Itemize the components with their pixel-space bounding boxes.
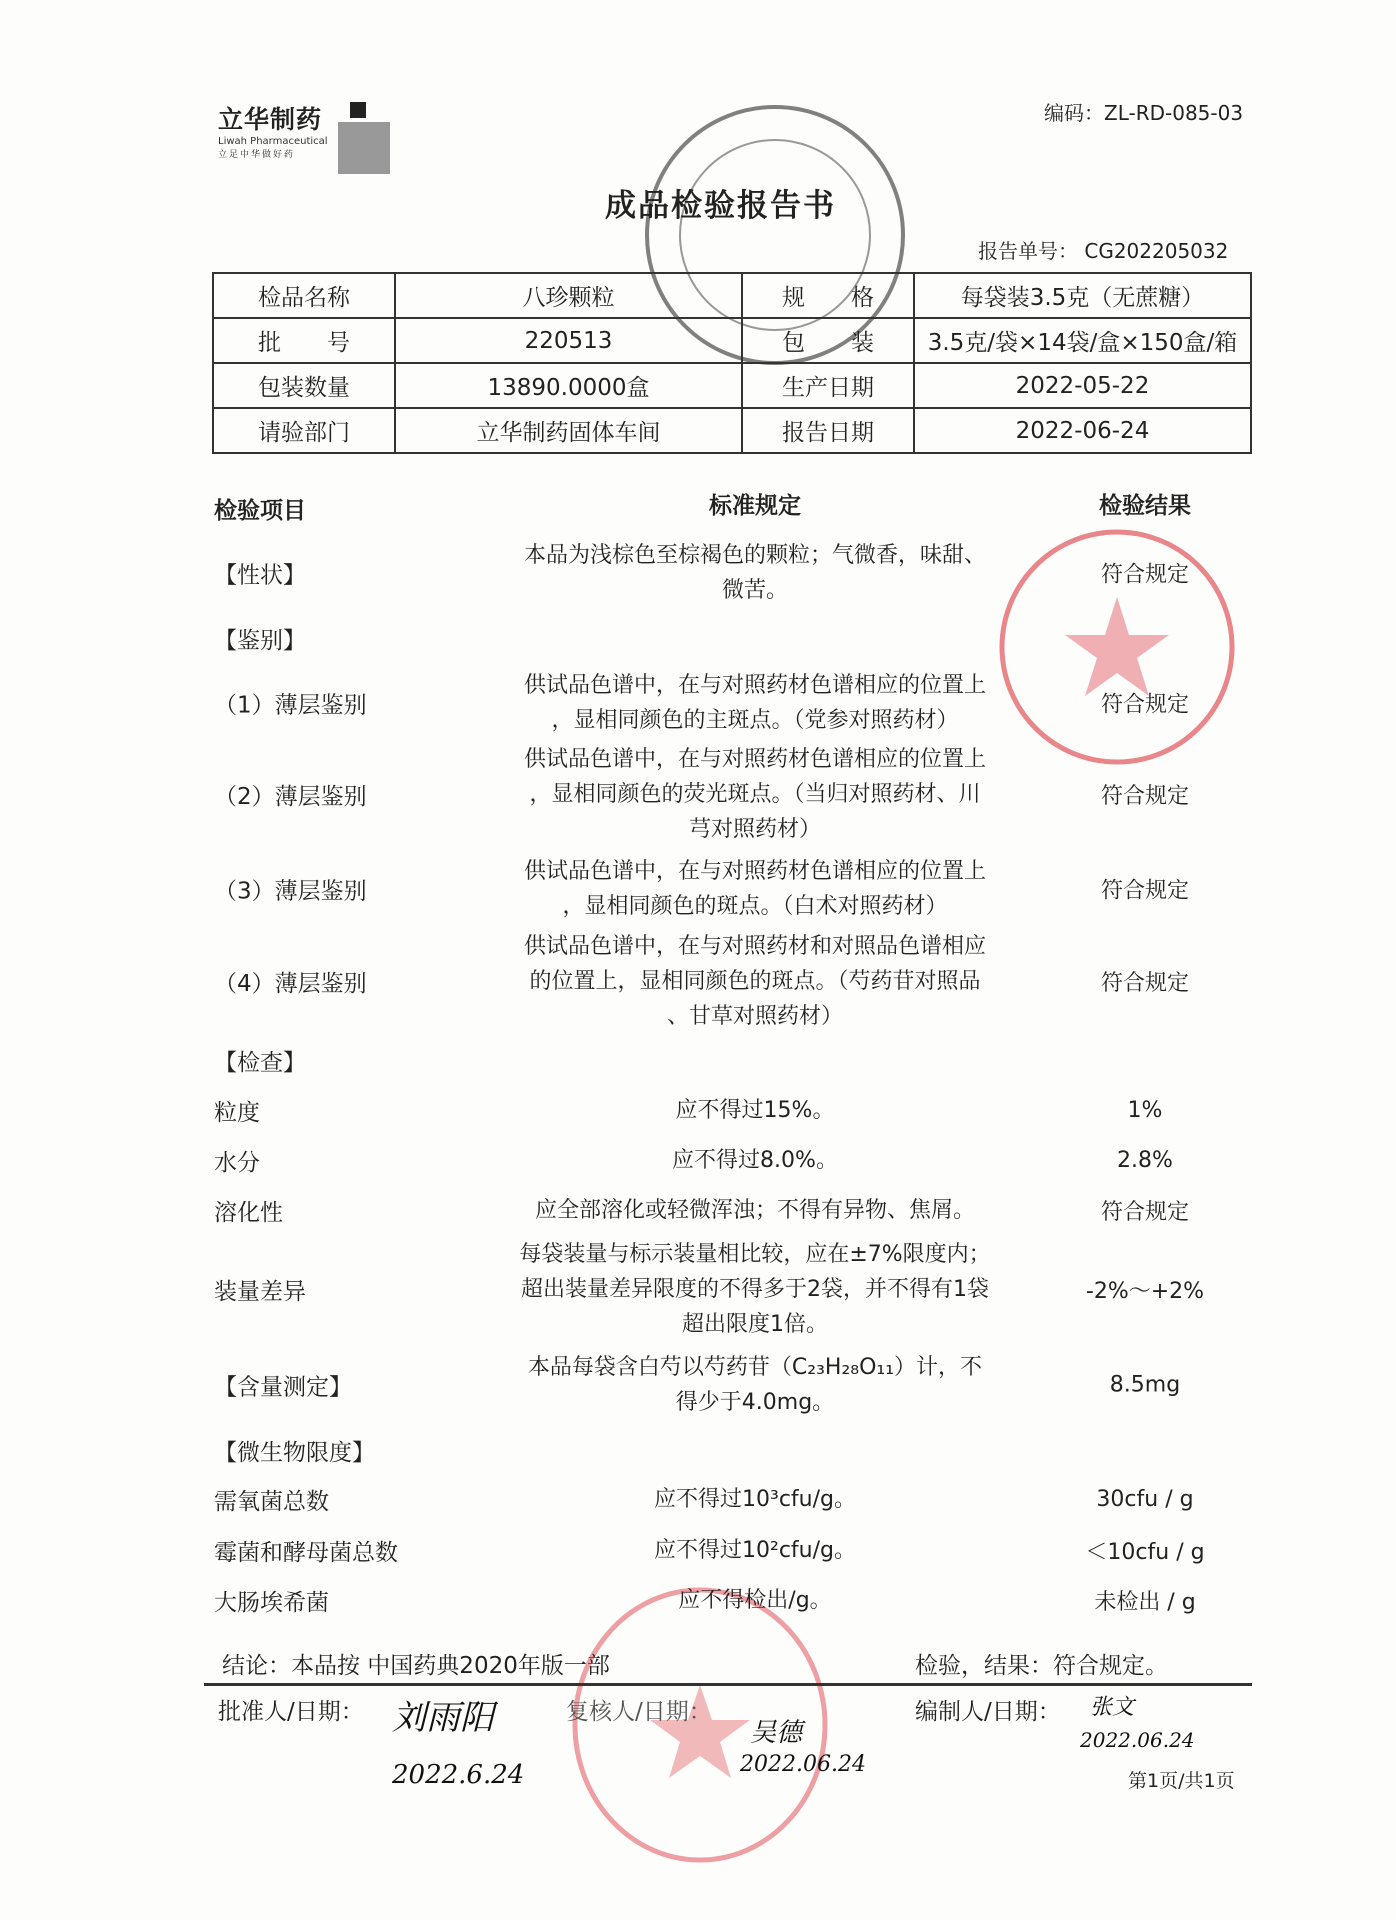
test-item-name: （3）薄层鉴别 bbox=[214, 878, 367, 905]
test-result: 符合规定 bbox=[1100, 878, 1189, 904]
test-item-name: 【检查】 bbox=[214, 1049, 306, 1076]
test-item-name: 需氧菌总数 bbox=[214, 1488, 329, 1515]
standard-line: 应不得过10³cfu/g。 bbox=[654, 1486, 856, 1512]
header-result: 检验结果 bbox=[1099, 493, 1191, 519]
test-result: 符合规定 bbox=[1100, 1199, 1189, 1225]
logo-english: Liwah Pharmaceutical bbox=[218, 136, 328, 147]
test-standard bbox=[470, 538, 1040, 608]
test-item-name: 【含量测定】 bbox=[214, 1374, 352, 1401]
test-item-row bbox=[0, 1193, 1396, 1228]
info-label: 检品名称 bbox=[213, 273, 395, 318]
test-result: 8.5mg bbox=[1109, 1372, 1181, 1398]
standard-line: 应不得检出/g。 bbox=[678, 1587, 832, 1613]
standard-line: 得少于4.0mg。 bbox=[675, 1390, 835, 1415]
standard-line: 本品每袋含白芍以芍药苷（C₂₃H₂₈O₁₁）计，不 bbox=[527, 1355, 983, 1380]
standard-line: ，显相同颜色的主斑点。（党参对照药材） bbox=[551, 708, 959, 733]
test-item-row bbox=[0, 621, 1396, 656]
test-standard bbox=[470, 1237, 1040, 1342]
approver-date: 2022.6.24 bbox=[392, 1760, 525, 1790]
divider bbox=[204, 1683, 1252, 1686]
info-value: 立华制药固体车间 bbox=[395, 408, 742, 453]
conclusion-text: 结论：本品按 中国药典2020年版一部 bbox=[222, 1653, 610, 1679]
test-item-row bbox=[0, 1350, 1396, 1420]
standard-line: 本品为浅棕色至棕褐色的颗粒；气微香，味甜、 bbox=[523, 543, 986, 568]
test-item-name: （4）薄层鉴别 bbox=[214, 970, 367, 997]
test-item-name: 装量差异 bbox=[214, 1278, 306, 1305]
conclusion-result: 检验，结果：符合规定。 bbox=[915, 1653, 1168, 1679]
reviewer-date: 2022.06.24 bbox=[740, 1752, 866, 1777]
test-item-name: 【鉴别】 bbox=[214, 627, 306, 654]
standard-line: 芎对照药材） bbox=[688, 816, 821, 842]
standard-line: 供试品色谱中，在与对照药材和对照品色谱相应 bbox=[523, 933, 986, 959]
standard-line: 超出限度1倍。 bbox=[682, 1311, 828, 1337]
info-label: 规 格 bbox=[742, 273, 914, 318]
test-result: 符合规定 bbox=[1100, 692, 1189, 718]
test-item-name: （2）薄层鉴别 bbox=[214, 783, 367, 810]
standard-line: ，显相同颜色的荧光斑点。（当归对照药材、川 bbox=[529, 781, 981, 807]
test-result: 符合规定 bbox=[1100, 783, 1189, 809]
report-title: 成品检验报告书 bbox=[605, 188, 836, 224]
test-item-row bbox=[0, 742, 1396, 847]
product-info-table bbox=[212, 272, 1252, 454]
test-item-row bbox=[0, 668, 1396, 738]
info-value: 3.5克/袋×14袋/盒×150盒/箱 bbox=[914, 318, 1251, 363]
test-result: -2%～+2% bbox=[1085, 1278, 1205, 1304]
info-value: 220513 bbox=[395, 318, 742, 363]
standard-line: 应不得过10²cfu/g。 bbox=[654, 1537, 856, 1563]
logo-slogan: 立足中华做好药 bbox=[218, 150, 296, 160]
test-item-row bbox=[0, 1043, 1396, 1078]
header-standard: 标准规定 bbox=[709, 493, 801, 519]
info-value: 13890.0000盒 bbox=[395, 363, 742, 408]
info-value: 八珍颗粒 bbox=[395, 273, 742, 318]
standard-line: 每袋装量与标示装量相比较，应在±7%限度内； bbox=[519, 1241, 991, 1267]
test-item-name: （1）薄层鉴别 bbox=[214, 692, 367, 719]
logo-mark-icon bbox=[350, 102, 366, 118]
test-item-name: 霉菌和酵母菌总数 bbox=[214, 1539, 398, 1566]
approver-signature: 刘雨阳 bbox=[392, 1698, 494, 1738]
info-label: 请验部门 bbox=[213, 408, 395, 453]
test-standard bbox=[470, 668, 1040, 738]
test-item-row bbox=[0, 1482, 1396, 1517]
test-standard bbox=[470, 742, 1040, 847]
standard-line: 应全部溶化或轻微浑浊；不得有异物、焦屑。 bbox=[534, 1197, 975, 1223]
test-item-row bbox=[0, 1533, 1396, 1568]
info-label: 生产日期 bbox=[742, 363, 914, 408]
preparer-signature: 张文 bbox=[1090, 1695, 1135, 1720]
standard-line: 供试品色谱中，在与对照药材色谱相应的位置上 bbox=[523, 746, 986, 772]
test-item-row bbox=[0, 1583, 1396, 1618]
test-standard bbox=[470, 1143, 1040, 1178]
test-item-row bbox=[0, 1433, 1396, 1468]
info-label: 包 装 bbox=[742, 318, 914, 363]
approver-label: 批准人/日期： bbox=[218, 1699, 364, 1725]
logo-mark-icon bbox=[338, 122, 390, 174]
test-item-row bbox=[0, 1093, 1396, 1128]
test-item-row bbox=[0, 929, 1396, 1034]
info-label: 批 号 bbox=[213, 318, 395, 363]
test-standard bbox=[470, 929, 1040, 1034]
info-label: 包装数量 bbox=[213, 363, 395, 408]
info-value: 2022-05-22 bbox=[914, 363, 1251, 408]
info-row bbox=[213, 273, 1251, 318]
info-label: 报告日期 bbox=[742, 408, 914, 453]
test-result: ＜10cfu / g bbox=[1085, 1539, 1205, 1565]
test-standard bbox=[470, 1583, 1040, 1618]
test-result: 1% bbox=[1127, 1097, 1163, 1123]
reviewer-signature: 吴德 bbox=[750, 1718, 803, 1748]
test-result: 未检出 / g bbox=[1094, 1589, 1196, 1615]
test-standard bbox=[470, 1193, 1040, 1228]
info-row bbox=[213, 318, 1251, 363]
preparer-label: 编制人/日期： bbox=[915, 1699, 1061, 1725]
standard-line: 供试品色谱中，在与对照药材色谱相应的位置上 bbox=[523, 859, 986, 884]
logo-name: 立华制药 bbox=[218, 105, 323, 134]
standard-line: 供试品色谱中，在与对照药材色谱相应的位置上 bbox=[523, 673, 986, 698]
standard-line: ，显相同颜色的斑点。（白术对照药材） bbox=[562, 894, 948, 919]
standard-line: 微苦。 bbox=[721, 578, 788, 603]
company-logo bbox=[218, 100, 328, 160]
test-item-name: 【性状】 bbox=[214, 562, 306, 589]
test-item-name: 【微生物限度】 bbox=[214, 1439, 375, 1466]
test-result: 符合规定 bbox=[1100, 970, 1189, 996]
test-result: 符合规定 bbox=[1100, 562, 1189, 588]
standard-line: 、甘草对照药材） bbox=[666, 1003, 843, 1029]
test-standard bbox=[470, 1533, 1040, 1568]
test-item-row bbox=[0, 854, 1396, 924]
test-item-name: 溶化性 bbox=[214, 1199, 283, 1226]
test-item-row bbox=[0, 1143, 1396, 1178]
test-item-row bbox=[0, 1237, 1396, 1342]
document-code: 编码：ZL-RD-085-03 bbox=[1044, 101, 1244, 125]
test-standard bbox=[470, 1482, 1040, 1517]
standard-line: 应不得过15%。 bbox=[675, 1097, 835, 1123]
report-number: 报告单号： CG202205032 bbox=[978, 239, 1229, 263]
header-item: 检验项目 bbox=[214, 498, 306, 524]
test-standard bbox=[470, 1350, 1040, 1420]
info-row bbox=[213, 408, 1251, 453]
test-item-name: 大肠埃希菌 bbox=[214, 1589, 329, 1616]
page-number: 第1页/共1页 bbox=[1128, 1770, 1235, 1792]
test-result: 30cfu / g bbox=[1096, 1486, 1194, 1512]
standard-line: 超出装量差异限度的不得多于2袋，并不得有1袋 bbox=[521, 1276, 989, 1302]
test-item-row bbox=[0, 538, 1396, 608]
test-result: 2.8% bbox=[1117, 1147, 1173, 1173]
info-row bbox=[213, 363, 1251, 408]
standard-line: 应不得过8.0%。 bbox=[672, 1147, 838, 1173]
info-value: 每袋装3.5克（无蔗糖） bbox=[914, 273, 1251, 318]
test-item-name: 水分 bbox=[214, 1149, 260, 1176]
reviewer-label: 复核人/日期： bbox=[566, 1699, 712, 1725]
test-standard bbox=[470, 854, 1040, 924]
standard-line: 的位置上，显相同颜色的斑点。（芍药苷对照品 bbox=[529, 968, 981, 994]
test-item-name: 粒度 bbox=[214, 1099, 260, 1126]
preparer-date: 2022.06.24 bbox=[1080, 1728, 1195, 1752]
info-value: 2022-06-24 bbox=[914, 408, 1251, 453]
test-standard bbox=[470, 1093, 1040, 1128]
